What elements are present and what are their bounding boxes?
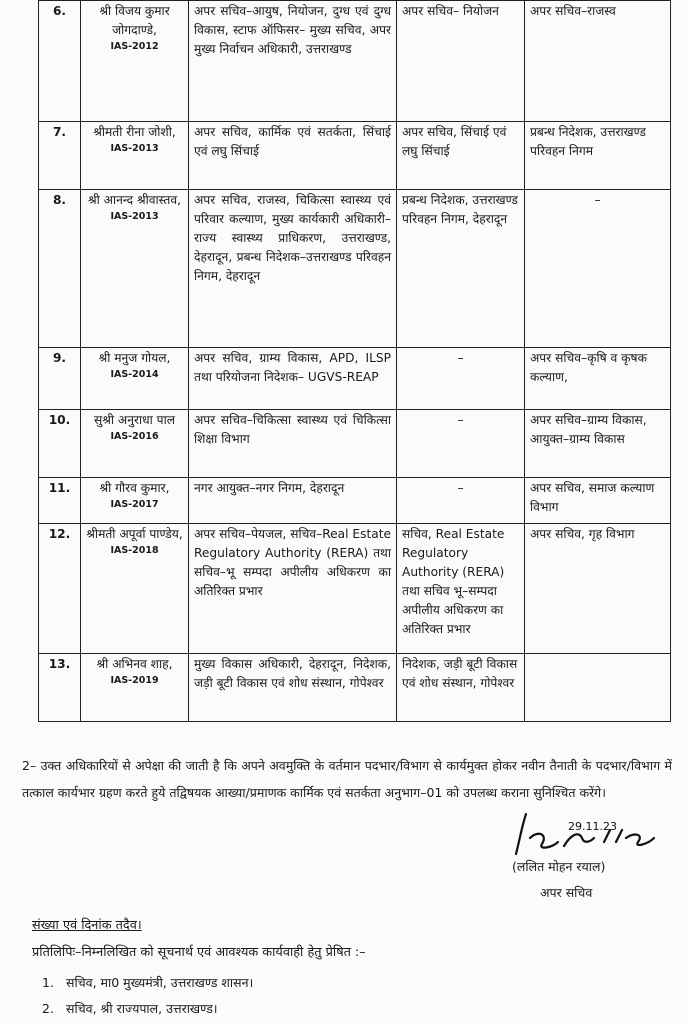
serial-number: 6.: [39, 1, 81, 122]
table-row: [39, 348, 671, 410]
officer-batch: IAS-2019: [110, 675, 159, 686]
reference-line: संख्या एवं दिनांक तदैव।: [32, 918, 142, 933]
current-posting: अपर सचिव, ग्राम्य विकास, APD, ILSP तथा परियोजना निदेशक– UGVS-REAP: [189, 348, 397, 410]
list-item-number: 2.: [42, 1001, 54, 1016]
new-posting: –: [525, 190, 671, 348]
copy-list: [42, 970, 253, 1022]
serial-number: 8.: [39, 190, 81, 348]
table-row: [39, 410, 671, 478]
officer-name: [81, 410, 189, 478]
list-item-text: सचिव, श्री राज्यपाल, उत्तराखण्ड।: [66, 1001, 218, 1016]
relieved-from: अपर सचिव, सिंचाई एवं लघु सिंचाई: [397, 122, 525, 190]
relieved-from: निदेशक, जड़ी बूटी विकास एवं शोध संस्थान, गोपेश्वर: [397, 654, 525, 722]
signatory-designation: अपर सचिव: [540, 885, 593, 900]
current-posting: अपर सचिव, राजस्व, चिकित्सा स्वास्थ्य एवं परिवार कल्याण, मुख्य कार्यकारी अधिकारी–राज्य स्वास्थ्य प्राधिकरण, उत्तराखण्ड, देहरादून, प्रबन्ध निदेशक–उत्तराखण्ड परिवहन निगम, देहरादून: [189, 190, 397, 348]
new-posting: अपर सचिव–कृषि व कृषक कल्याण,: [525, 348, 671, 410]
officer-batch: IAS-2014: [110, 369, 159, 380]
table-row: [39, 1, 671, 122]
officer-name-text: सुश्री अनुराधा पाल: [94, 413, 175, 427]
officer-name-text: श्री आनन्द श्रीवास्तव,: [87, 193, 182, 207]
relieved-from: प्रबन्ध निदेशक, उत्तराखण्ड परिवहन निगम, देहरादून: [397, 190, 525, 348]
serial-number: 7.: [39, 122, 81, 190]
list-item: [42, 996, 253, 1022]
officer-name-text: श्रीमती रीना जोशी,: [93, 125, 176, 139]
relieved-from: –: [397, 410, 525, 478]
table-row: [39, 524, 671, 654]
serial-number: 11.: [39, 478, 81, 524]
relieved-from: सचिव, Real Estate Regulatory Authority (RERA) तथा सचिव भू–सम्पदा अपीलीय अधिकरण का अतिरिक्त प्रभार: [397, 524, 525, 654]
current-posting: नगर आयुक्त–नगर निगम, देहरादून: [189, 478, 397, 524]
relieved-from: –: [397, 478, 525, 524]
officer-name: [81, 654, 189, 722]
handwritten-signature-icon: [508, 808, 658, 858]
officer-name-text: श्री अभिनव शाह,: [96, 657, 173, 671]
current-posting: अपर सचिव–आयुष, नियोजन, दुग्ध एवं दुग्ध विकास, स्टाफ ऑफिसर– मुख्य सचिव, अपर मुख्य निर्वाचन अधिकारी, उत्तराखण्ड: [189, 1, 397, 122]
table-row: [39, 478, 671, 524]
new-posting: अपर सचिव–ग्राम्य विकास, आयुक्त–ग्राम्य विकास: [525, 410, 671, 478]
officer-batch: IAS-2016: [110, 431, 159, 442]
current-posting: अपर सचिव–चिकित्सा स्वास्थ्य एवं चिकित्सा शिक्षा विभाग: [189, 410, 397, 478]
transfer-table: [38, 0, 671, 722]
current-posting: मुख्य विकास अधिकारी, देहरादून, निदेशक, जड़ी बूटी विकास एवं शोध संस्थान, गोपेश्वर: [189, 654, 397, 722]
current-posting: अपर सचिव–पेयजल, सचिव–Real Estate Regulatory Authority (RERA) तथा सचिव–भू सम्पदा अपीलीय अधिकरण का अतिरिक्त प्रभार: [189, 524, 397, 654]
instruction-paragraph: 2– उक्त अधिकारियों से अपेक्षा की जाती है कि अपने अवमुक्ति के वर्तमान पदभार/विभाग से कार्यमुक्त होकर नवीन तैनाती के पदभार/विभाग में तत्काल कार्यभार ग्रहण करते हुये तद्विषयक आख्या/प्रमाणक कार्मिक एवं सतर्कता अनुभाग–01 को उपलब्ध कराना सुनिश्चित करेंगे।: [22, 758, 672, 800]
officer-batch: IAS-2013: [110, 143, 159, 154]
officer-name: [81, 190, 189, 348]
new-posting: अपर सचिव–राजस्व: [525, 1, 671, 122]
officer-batch: IAS-2012: [110, 41, 159, 52]
officer-name: [81, 122, 189, 190]
serial-number: 9.: [39, 348, 81, 410]
new-posting: प्रबन्ध निदेशक, उत्तराखण्ड परिवहन निगम: [525, 122, 671, 190]
officer-name: [81, 1, 189, 122]
officer-name-text: श्री मनुज गोयल,: [98, 351, 171, 365]
list-item-number: 1.: [42, 975, 54, 990]
table-row: [39, 190, 671, 348]
new-posting: अपर सचिव, गृह विभाग: [525, 524, 671, 654]
serial-number: 12.: [39, 524, 81, 654]
officer-batch: IAS-2013: [110, 211, 159, 222]
officer-name-text: श्री विजय कुमार जोगदाण्डे,: [99, 4, 170, 37]
new-posting: [525, 654, 671, 722]
officer-name-text: श्री गौरव कुमार,: [99, 481, 170, 495]
copy-heading: प्रतिलिपिः–निम्नलिखित को सूचनार्थ एवं आवश्यक कार्यवाही हेतु प्रेषित :–: [32, 945, 366, 960]
serial-number: 13.: [39, 654, 81, 722]
table-row: [39, 122, 671, 190]
officer-batch: IAS-2017: [110, 499, 159, 510]
serial-number: 10.: [39, 410, 81, 478]
officer-name: [81, 348, 189, 410]
list-item-text: सचिव, मा0 मुख्यमंत्री, उत्तराखण्ड शासन।: [66, 975, 254, 990]
officer-name-text: श्रीमती अपूर्वा पाण्डेय,: [86, 527, 183, 541]
officer-batch: IAS-2018: [110, 545, 159, 556]
list-item: [42, 970, 253, 996]
officer-name: [81, 478, 189, 524]
current-posting: अपर सचिव, कार्मिक एवं सतर्कता, सिंचाई एवं लघु सिंचाई: [189, 122, 397, 190]
officer-name: [81, 524, 189, 654]
handwritten-date: 29.11.23: [568, 820, 617, 833]
signatory-name: (ललित मोहन रयाल): [512, 859, 606, 874]
table-row: [39, 654, 671, 722]
new-posting: अपर सचिव, समाज कल्याण विभाग: [525, 478, 671, 524]
relieved-from: –: [397, 348, 525, 410]
relieved-from: अपर सचिव– नियोजन: [397, 1, 525, 122]
